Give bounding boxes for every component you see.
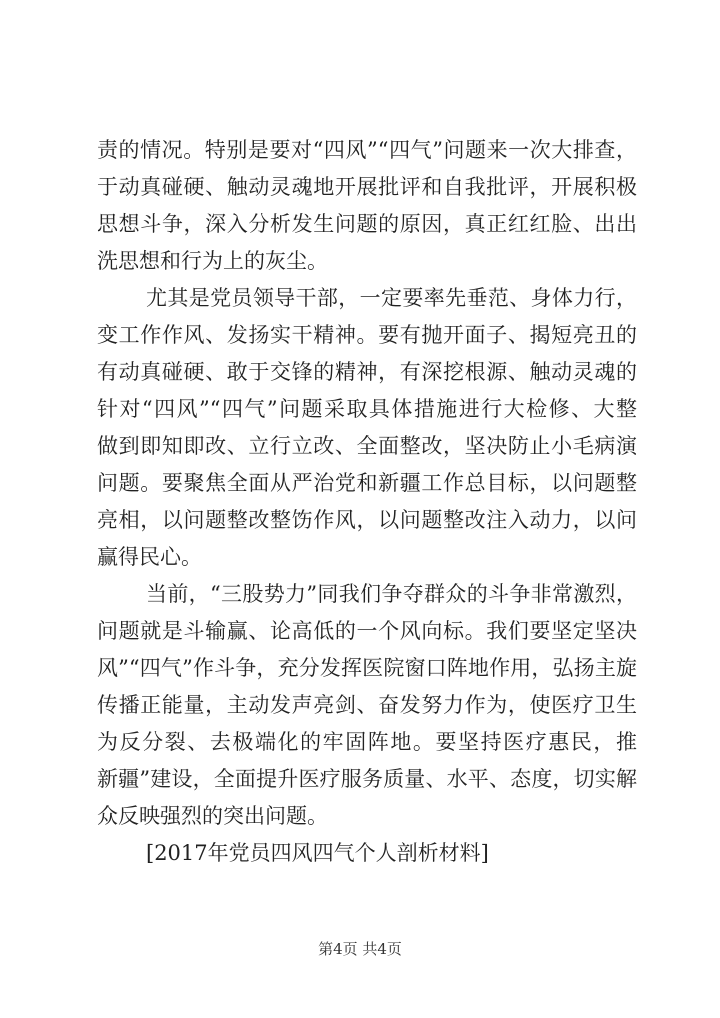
text-line: 亮相，以问题整改整饬作风，以问题整改注入动力，以问 (97, 508, 637, 532)
text-line: 思想斗争，深入分析发生问题的原因，真正红红脸、出出 (97, 212, 637, 236)
text-line: 洗思想和行为上的灰尘。 (97, 249, 328, 273)
text-line: 问题就是斗输赢、论高低的一个风向标。我们要坚定坚决 (97, 619, 637, 643)
text-line: 新疆”建设，全面提升医疗服务质量、水平、态度，切实解 (97, 767, 637, 791)
text-line: 变工作作风、发扬实干精神。要有抛开面子、揭短亮丑的 (97, 323, 637, 347)
text-line: [2017年党员四风四气个人剖析材料] (146, 841, 489, 865)
text-line: 当前，“三股势力”同我们争夺群众的斗争非常激烈， (146, 582, 637, 606)
text-line: 传播正能量，主动发声亮剑、奋发努力作为，使医疗卫生 (97, 693, 637, 717)
text-line: 赢得民心。 (97, 545, 202, 569)
page-number-footer: 第4页 共4页 (318, 940, 402, 958)
text-line: 问题。要聚焦全面从严治党和新疆工作总目标，以问题整 (97, 471, 637, 495)
text-line: 尤其是党员领导干部，一定要率先垂范、身体力行， (146, 286, 637, 310)
text-line: 于动真碰硬、触动灵魂地开展批评和自我批评，开展积极 (97, 175, 637, 199)
text-line: 责的情况。特别是要对“四风”“四气”问题来一次大排查， (97, 138, 637, 162)
text-line: 针对“四风”“四气”问题采取具体措施进行大检修、大整 (97, 397, 637, 421)
text-line: 风”“四气”作斗争，充分发挥医院窗口阵地作用，弘扬主旋 (97, 656, 637, 680)
text-line: 众反映强烈的突出问题。 (97, 804, 328, 828)
text-line: 为反分裂、去极端化的牢固阵地。要坚持医疗惠民，推 (97, 730, 637, 754)
text-line: 做到即知即改、立行立改、全面整改，坚决防止小毛病演 (97, 434, 637, 458)
text-line: 有动真碰硬、敢于交锋的精神，有深挖根源、触动灵魂的 (97, 360, 637, 384)
